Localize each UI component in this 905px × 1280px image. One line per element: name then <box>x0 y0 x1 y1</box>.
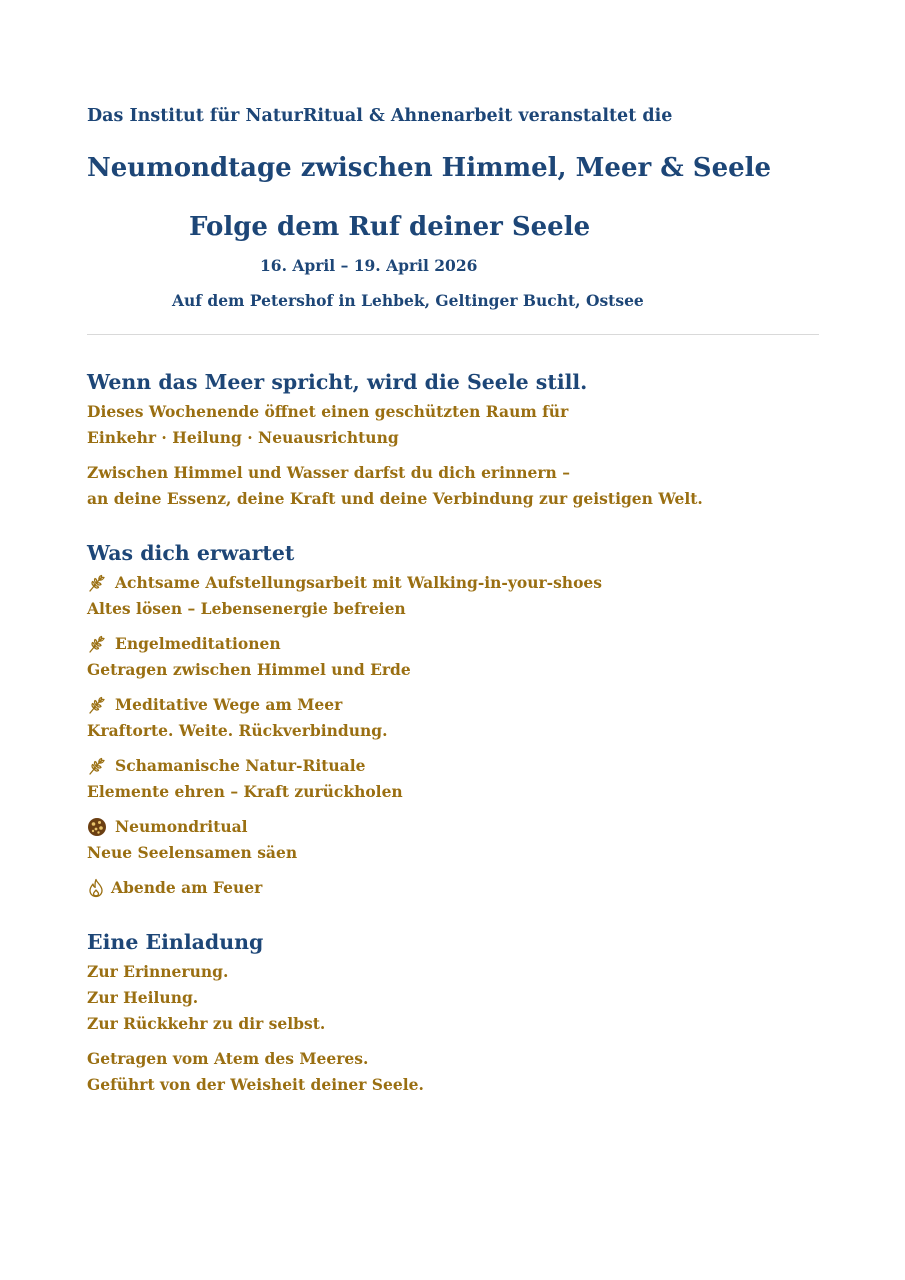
paragraph-line: Dieses Wochenende öffnet einen geschützten Raum für <box>87 402 569 421</box>
event-location: Auf dem Petershof in Lehbek, Geltinger Bucht, Ostsee <box>172 291 644 310</box>
section-invitation <box>87 928 827 1098</box>
paragraph <box>87 959 827 1037</box>
paragraph-line: Zur Erinnerung. <box>87 962 229 981</box>
wheat-icon <box>87 756 107 776</box>
paragraph <box>87 1046 827 1098</box>
main-content <box>87 368 827 1098</box>
paragraph-line: an deine Essenz, deine Kraft und deine Verbindung zur geistigen Welt. <box>87 489 703 508</box>
item-title: Meditative Wege am Meer <box>115 695 343 714</box>
section-heading: Wenn das Meer spricht, wird die Seele still. <box>87 370 588 394</box>
event-dates: 16. April – 19. April 2026 <box>260 256 478 275</box>
item-title: Neumondritual <box>115 817 248 836</box>
section-expectations <box>87 539 827 901</box>
item-description: Elemente ehren – Kraft zurückholen <box>87 782 403 801</box>
item-title: Achtsame Aufstellungsarbeit mit Walking-in-your-shoes <box>115 573 602 592</box>
new-moon-icon <box>87 817 107 837</box>
paragraph-line: Getragen vom Atem des Meeres. <box>87 1049 369 1068</box>
item-title: Engelmeditationen <box>115 634 281 653</box>
section-sea <box>87 368 827 512</box>
wheat-icon <box>87 573 107 593</box>
list-item <box>87 875 827 901</box>
page-subtitle: Folge dem Ruf deiner Seele <box>189 212 591 242</box>
fire-icon <box>87 878 105 898</box>
page-title: Neumondtage zwischen Himmel, Meer & Seele <box>87 153 772 183</box>
list-item <box>87 631 827 683</box>
item-description: Kraftorte. Weite. Rückverbindung. <box>87 721 388 740</box>
paragraph-line: Zwischen Himmel und Wasser darfst du dich erinnern – <box>87 463 570 482</box>
paragraph-line: Zur Heilung. <box>87 988 199 1007</box>
wheat-icon <box>87 695 107 715</box>
list-item <box>87 692 827 744</box>
paragraph-line: Zur Rückkehr zu dir selbst. <box>87 1014 326 1033</box>
list-item <box>87 753 827 805</box>
section-heading: Eine Einladung <box>87 930 264 954</box>
item-title: Abende am Feuer <box>111 878 263 897</box>
paragraph-line: Geführt von der Weisheit deiner Seele. <box>87 1075 424 1094</box>
section-heading: Was dich erwartet <box>87 541 295 565</box>
paragraph <box>87 399 827 451</box>
divider <box>87 334 819 335</box>
paragraph <box>87 460 827 512</box>
paragraph-line: Einkehr · Heilung · Neuausrichtung <box>87 428 399 447</box>
intro-text: Das Institut für NaturRitual & Ahnenarbeit veranstaltet die <box>87 106 673 126</box>
item-description: Getragen zwischen Himmel und Erde <box>87 660 411 679</box>
wheat-icon <box>87 634 107 654</box>
list-item <box>87 814 827 866</box>
item-description: Altes lösen – Lebensenergie befreien <box>87 599 406 618</box>
item-title: Schamanische Natur-Rituale <box>115 756 366 775</box>
list-item <box>87 570 827 622</box>
item-description: Neue Seelensamen säen <box>87 843 298 862</box>
